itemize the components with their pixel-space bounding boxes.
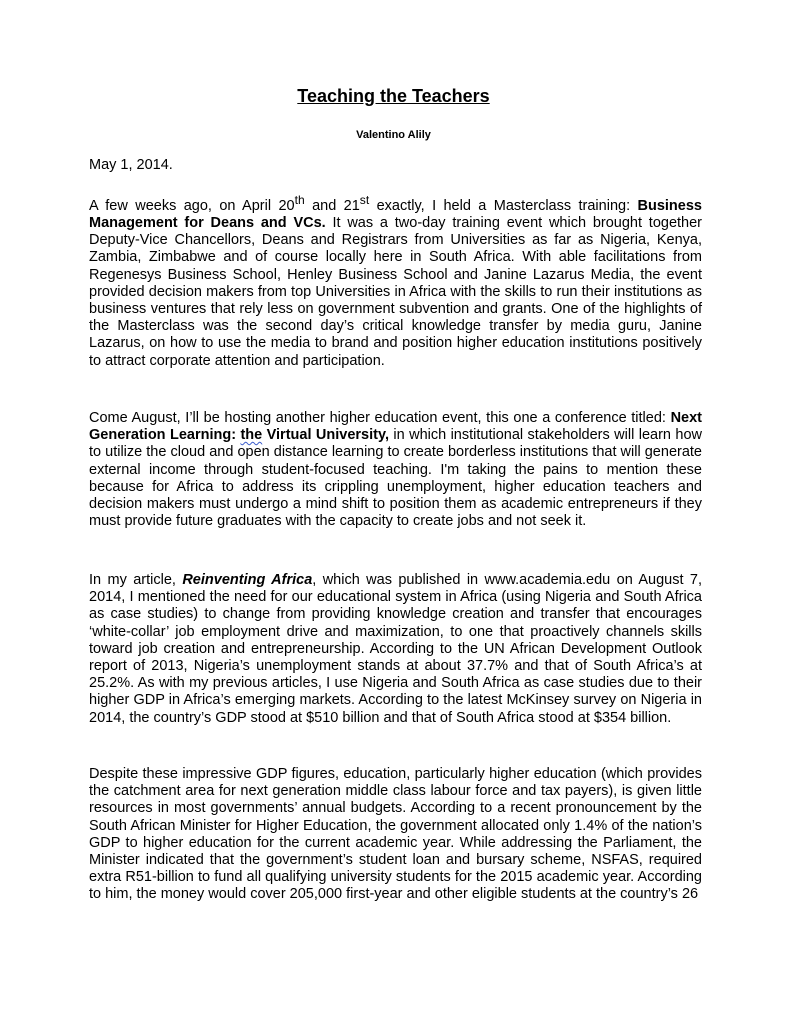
p2-spellcheck-word: the: [240, 427, 263, 444]
p3-text-b: , which was published in www.academia.edu on August 7, 2014, I mentioned the need for our educational system in Africa (using Nigeria and South Africa as case studies) to change from providing knowledge creation and transfer that encourages ‘white-collar’ job employment drive and maximization, to one that proactively channels skills toward job creation and entrepreneurship. According to the UN African Development Outlook report of 2013, Nigeria’s unemployment stands at about 37.7% and that of South Africa’s at 25.2%. As with my previous articles, I use Nigeria and South Africa as case studies due to their higher GDP in Africa’s emerging markets. According to the latest McKinsey survey on Nigeria in 2014, the country’s GDP stood at $510 billion and that of South Africa stood at $354 billion.: [89, 572, 702, 726]
p1-text-d: It was a two-day training event which brought together Deputy-Vice Chancellors, Deans and Registrars from Universities as far as Nigeria, Kenya, Zambia, Zimbabwe and of course locally here in South Africa. With able facilitations from Regenesys Business School, Henley Business School and Janine Lazarus Media, the event provided decision makers from top Universities in Africa with the skills to run their institutions as business ventures that rely less on government subvention and grants. One of the highlights of the Masterclass was the second day’s critical knowledge transfer by media guru, Janine Lazarus, on how to use the media to brand and position higher education institutions positively to attract corporate attention and participation.: [89, 215, 703, 369]
document-title: Teaching the Teachers: [297, 86, 490, 106]
p1-text-a: A few weeks ago, on April 20: [89, 197, 295, 214]
paragraph-1: [89, 192, 702, 370]
p1-text-c: exactly, I held a Masterclass training:: [369, 197, 638, 214]
paragraph-2: [89, 410, 702, 530]
p2-conference-title-1: Next Generation Learning:: [89, 410, 702, 444]
paragraph-4: [89, 766, 702, 904]
p1-sup-st: st: [359, 193, 370, 207]
p2-text-a: Come August, I’ll be hosting another higher education event, this one a conference titled:: [89, 410, 671, 426]
p1-sup-th: th: [294, 193, 305, 207]
p2-conference-title-2: Virtual University,: [262, 427, 389, 444]
p1-masterclass-title: Business Management for Deans and VCs.: [89, 197, 702, 232]
p2-text-b: in which institutional stakeholders will learn how to utilize the cloud and open distance learning to create borderless institutions that will generate external income through student-focused teaching. I'm taking the pains to mention these because for Africa to address its crippling unemployment, higher education teachers and decision makers must undergo a mind shift to position them as academic entrepreneurs if they must provide future graduates with the capacity to create jobs and not seek it.: [89, 427, 702, 530]
p4-text: Despite these impressive GDP figures, education, particularly higher education (which provides the catchment area for next generation middle class labour force and tax payers), is given little resources in most governments’ annual budgets. According to a recent pronouncement by the South African Minister for Higher Education, the government allocated only 1.4% of the nation’s GDP to higher education for the current academic year. While addressing the Parliament, the Minister indicated that the government’s student loan and bursary scheme, NSFAS, required extra R51-billion to fund all qualifying university students for the 2015 academic year. According to him, the money would cover 205,000 first-year and other eligible students at the country’s 26: [89, 766, 702, 903]
paragraph-3: [89, 572, 702, 727]
p1-text-b: and 21: [304, 197, 360, 214]
author-name: Valentino Alily: [356, 129, 431, 141]
p3-article-title: Reinventing Africa: [182, 572, 313, 588]
p3-text-a: In my article,: [89, 572, 183, 588]
document-date: May 1, 2014.: [89, 157, 173, 173]
